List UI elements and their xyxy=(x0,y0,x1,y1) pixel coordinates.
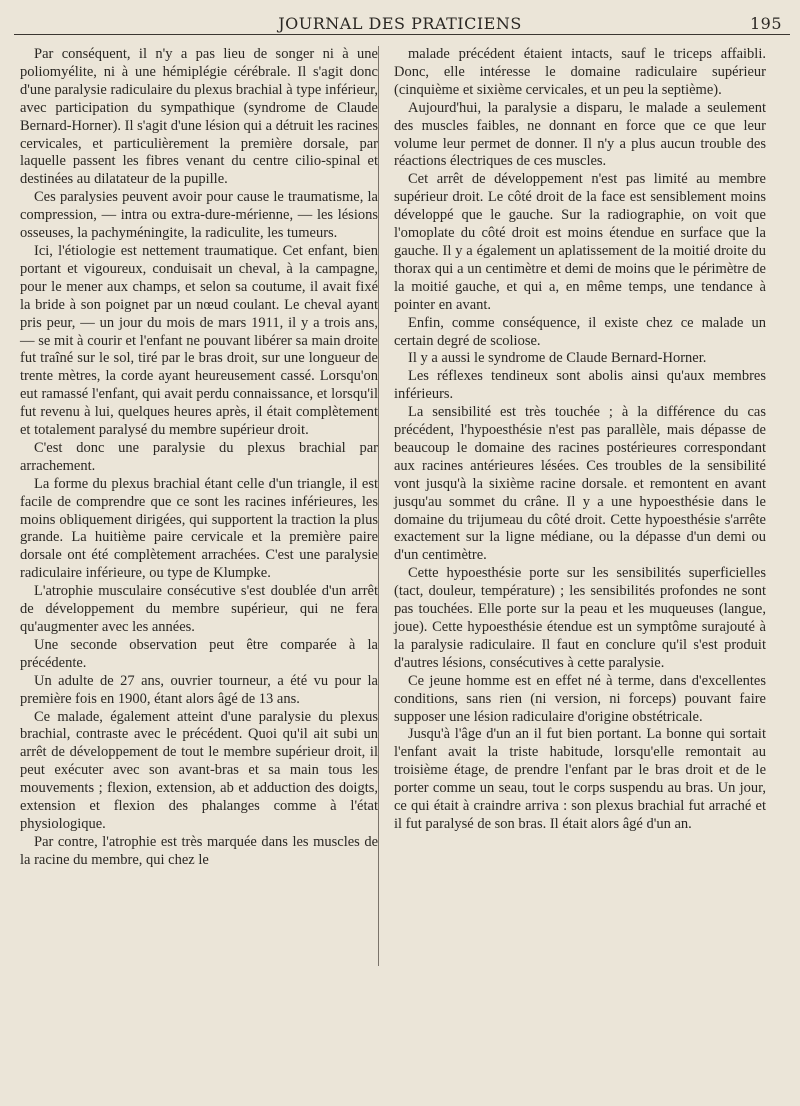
right-column xyxy=(394,46,766,834)
running-head xyxy=(0,10,800,36)
paragraph: La sensibilité est très touchée ; à la différence du cas précédent, l'hypoesthésie n'est pas parallèle, mais dépasse de beaucoup le domaine des racines postérieures correspondant aux racines antérieures lésées. Ces troubles de la sensibilité vont jusqu'à la sixième racine dorsale. et remontent en avant jusqu'au sommet du crâne. Il y a une hypoesthésie dans le domaine du trijumeau du côté droit. Cette hypoesthésie s'arrête exactement sur la ligne médiane, ou la dépasse d'un demi ou d'un centimètre. xyxy=(394,404,766,564)
paragraph: L'atrophie musculaire consécutive s'est doublée d'un arrêt de développement du membre supérieur, qui ne fera qu'augmenter avec les années. xyxy=(20,583,378,635)
paragraph: Ce malade, également atteint d'une paralysie du plexus brachial, contraste avec le précédent. Quoi qu'il ait subi un arrêt de développement de tout le membre supérieur droit, il peut exécuter avec son avant-bras et sa main tous les mouvements ; flexion, extension, ab et adduction des doigts, extension et flexion des phalanges comme à l'état physiologique. xyxy=(20,708,378,832)
paragraph: Les réflexes tendineux sont abolis ainsi qu'aux membres inférieurs. xyxy=(394,368,766,403)
paragraph: Une seconde observation peut être comparée à la précédente. xyxy=(20,636,378,671)
paragraph: Ce jeune homme est en effet né à terme, dans d'excellentes conditions, sans rien (ni version, ni forceps) pouvant faire supposer une lésion radiculaire d'origine obstétricale. xyxy=(394,672,766,725)
paragraph: Ces paralysies peuvent avoir pour cause le traumatisme, la compression, — intra ou extra-dure-mérienne, — les lésions osseuses, la pachyméningite, la radiculite, les tumeurs. xyxy=(20,189,378,242)
paragraph: Ici, l'étiologie est nettement traumatique. Cet enfant, bien portant et vigoureux, conduisait un cheval, à la campagne, pour le mener aux champs, et selon sa coutume, il avait fixé la bride à son poignet par un nœud coulant. Le cheval ayant pris peur, — un jour du mois de mars 1911, il y a trois ans, — se mit à courir et l'enfant ne pouvant libérer sa main droite fut traîné sur le sol, tiré par le bras droit, sur une longueur de trente mètres, la corde ayant heureusement cassé. Lorsqu'on eut ramassé l'enfant, qui avait perdu connaissance, et lorsqu'il fut revenu à lui, quelques heures après, il était complètement et totalement paralysé du membre supérieur droit. xyxy=(20,242,378,439)
paragraph: Cette hypoesthésie porte sur les sensibilités superficielles (tact, douleur, température) ; les sensibilités profondes ne sont pas touchées. Elle porte sur la peau et les muqueuses (langue, joue). Cette hypoesthésie étendue est un symptôme surajouté à la paralysie radiculaire. Il faut en conclure qu'il s'est produit d'autres lésions, consécutives à cette paralysie. xyxy=(394,565,766,671)
paragraph: Par conséquent, il n'y a pas lieu de songer ni à une poliomyélite, ni à une hémiplégie cérébrale. Il s'agit donc d'une paralysie radiculaire du plexus brachial à type inférieur, avec participation du sympathique (syndrome de Claude Bernard-Horner). Il s'agit d'une lésion qui a détruit les racines cervicales, et particulièrement la première dorsale, par laquelle passent les fibres venant du centre cilio-spinal et destinées au dilatateur de la pupille. xyxy=(20,46,378,188)
paragraph: Par contre, l'atrophie est très marquée dans les muscles de la racine du membre, qui chez le xyxy=(20,833,378,868)
paragraph: C'est donc une paralysie du plexus brachial par arrachement. xyxy=(20,439,378,474)
column-divider xyxy=(378,46,379,966)
paragraph: Cet arrêt de développement n'est pas limité au membre supérieur droit. Le côté droit de la face est sensiblement moins développé que le gauche. Sur la radiographie, on voit que l'omoplate du côté droit est moins étendue en surface que la gauche. Il y a également un aplatissement de la moitié droite du thorax qui a un centimètre et demi de moins que le périmètre de la moitié gauche, et qui a, en même temps, une tendance à pointer en avant. xyxy=(394,171,766,313)
paragraph: Enfin, comme conséquence, il existe chez ce malade un certain degré de scoliose. xyxy=(394,314,766,349)
paragraph: malade précédent étaient intacts, sauf le triceps affaibli. Donc, elle intéresse le domaine radiculaire supérieur (cinquième et sixième cervicales, et un peu la septième). xyxy=(394,46,766,98)
journal-title: JOURNAL DES PRATICIENS xyxy=(278,14,522,33)
page-number: 195 xyxy=(749,14,782,33)
header-rule xyxy=(14,34,790,35)
paragraph: Aujourd'hui, la paralysie a disparu, le malade a seulement des muscles faibles, ne donnant en force que ce que leur volume leur permet de donner. Il n'y a plus aucun trouble des réactions électriques de ces muscles. xyxy=(394,99,766,170)
paragraph: Il y a aussi le syndrome de Claude Bernard-Horner. xyxy=(408,350,707,367)
paragraph: La forme du plexus brachial étant celle d'un triangle, il est facile de comprendre que ce sont les racines inférieures, les moins obliquement dirigées, qui supportent la traction la plus grande. La huitième paire cervicale et la première paire dorsale ont été complètement arrachées. C'est une paralysie radiculaire inférieure, ou type de Klumpke. xyxy=(20,475,378,582)
paragraph: Un adulte de 27 ans, ouvrier tourneur, a été vu pour la première fois en 1900, étant alors âgé de 13 ans. xyxy=(20,672,378,707)
left-column xyxy=(20,46,378,870)
paragraph: Jusqu'à l'âge d'un an il fut bien portant. La bonne qui sortait l'enfant avait la triste habitude, lorsqu'elle remontait au troisième étage, de prendre l'enfant par le bras droit et de le porter comme un seau, tout le corps suspendu au bras. Un jour, ce qui était à craindre arriva : son plexus brachial fut arraché et il fut paralysé de son bras. Il était alors âgé d'un an. xyxy=(394,726,766,832)
